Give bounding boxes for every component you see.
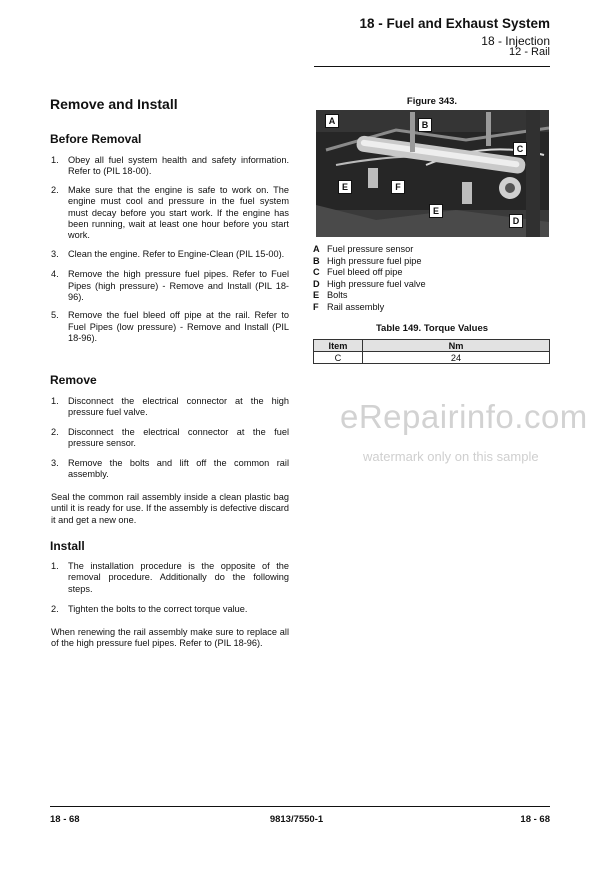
- footer-divider: [50, 806, 550, 807]
- legend-item: F Rail assembly: [313, 301, 385, 312]
- footer-doc-number: 9813/7550-1: [269, 814, 324, 825]
- list-item: 3. Remove the bolts and lift off the common rail assembly.: [51, 457, 289, 480]
- watermark-site: eRepairinfo.com: [340, 398, 588, 435]
- list-item: 2. Tighten the bolts to the correct torque value.: [51, 604, 248, 615]
- remove-note: Seal the common rail assembly inside a clean plastic bag until it is ready for use. If the assembly is defective discard it and get a new one.: [51, 492, 289, 525]
- callout-e: E: [338, 180, 352, 194]
- legend-item: B High pressure fuel pipe: [313, 255, 422, 266]
- legend-item: D High pressure fuel valve: [313, 278, 426, 289]
- list-item: 1. Obey all fuel system health and safety information. Refer to (PIL 18-00).: [51, 155, 289, 177]
- header-divider: [314, 66, 550, 67]
- engine-photo: [316, 110, 549, 237]
- callout-d: D: [509, 214, 523, 228]
- footer-page-right: 18 - 68: [520, 814, 550, 825]
- callout-f: F: [391, 180, 405, 194]
- heading-install: Install: [50, 539, 85, 553]
- table-row: [314, 352, 550, 364]
- remove-steps: [51, 396, 289, 480]
- legend-item: C Fuel bleed off pipe: [313, 267, 403, 278]
- table-header-item: Item: [314, 340, 363, 352]
- before-removal-steps: [51, 155, 289, 345]
- table-cell: C: [314, 352, 363, 364]
- list-item: 4. Remove the high pressure fuel pipes. Refer to Fuel Pipes (high pressure) - Remove and Install (PIL 18-96).: [51, 269, 289, 303]
- heading-before-removal: Before Removal: [50, 132, 142, 146]
- torque-table: [313, 339, 550, 364]
- list-item: 1. Disconnect the electrical connector at the high pressure fuel valve.: [51, 396, 289, 418]
- table-title: Table 149. Torque Values: [375, 323, 489, 334]
- callout-e-2: E: [429, 204, 443, 218]
- legend-item: A Fuel pressure sensor: [313, 244, 414, 254]
- table-cell: 24: [363, 352, 550, 364]
- table-header-nm: Nm: [363, 340, 550, 352]
- figure-title: Figure 343.: [406, 96, 458, 107]
- subsubsection-title: 12 - Rail: [509, 46, 550, 58]
- watermark-note: watermark only on this sample: [363, 449, 539, 464]
- list-item: 2. Disconnect the electrical connector at the fuel pressure sensor.: [51, 426, 289, 449]
- page-title: Remove and Install: [50, 96, 178, 112]
- callout-a: A: [325, 114, 339, 128]
- list-item: 1. The installation procedure is the opposite of the removal procedure. Additionally do the following steps.: [51, 561, 289, 594]
- install-steps: [51, 561, 289, 616]
- footer-page-left: 18 - 68: [50, 814, 80, 825]
- table-header-row: [314, 340, 550, 352]
- figure-legend: [313, 244, 550, 314]
- list-item: 5. Remove the fuel bleed off pipe at the rail. Refer to Fuel Pipes (low pressure) - Remove and Install (PIL 18-96).: [51, 310, 289, 344]
- heading-remove: Remove: [50, 373, 97, 387]
- subsection-title: 18 - Injection: [481, 34, 550, 48]
- callout-c: C: [513, 142, 527, 156]
- list-item: 2. Make sure that the engine is safe to work on. The engine must cool and pressure in the fuel system must decay before you start work. If the engine has been running, wait at least one hour before you start work.: [51, 184, 289, 241]
- legend-item: E Bolts: [313, 290, 348, 301]
- list-item: 3. Clean the engine. Refer to Engine-Clean (PIL 15-00).: [51, 248, 285, 259]
- section-title: 18 - Fuel and Exhaust System: [359, 16, 550, 31]
- callout-b: B: [418, 118, 432, 132]
- install-note: When renewing the rail assembly make sure to replace all of the high pressure fuel pipes. Refer to (PIL 18-96).: [51, 627, 289, 649]
